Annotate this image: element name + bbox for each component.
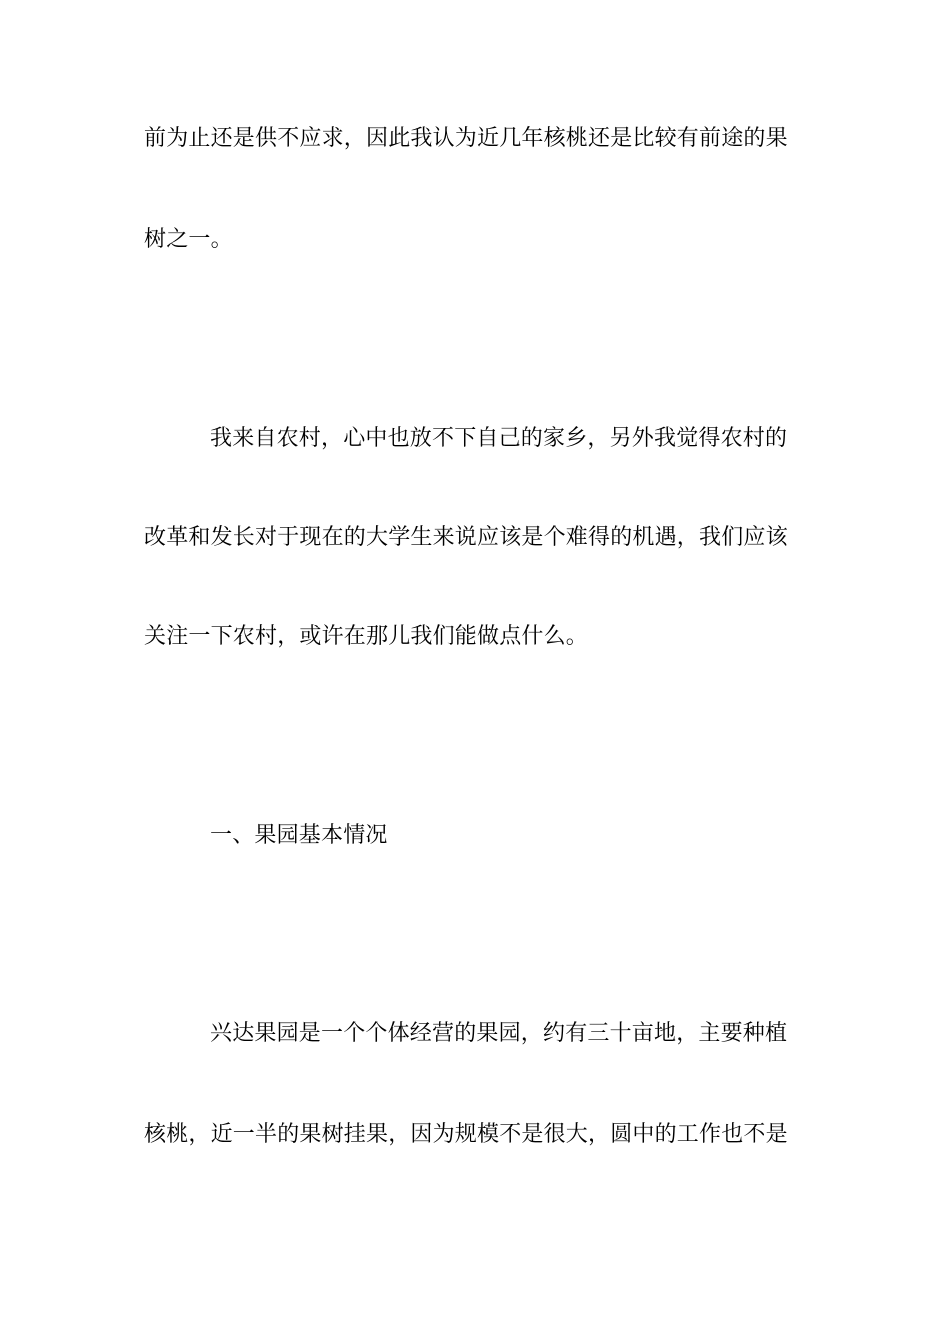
paragraph-line: 核桃，近一半的果树挂果，因为规模不是很大，圆中的工作也不是 xyxy=(144,1122,788,1147)
section-heading: 一、果园基本情况 xyxy=(210,823,388,848)
paragraph-line: 改革和发长对于现在的大学生来说应该是个难得的机遇，我们应该 xyxy=(144,525,788,550)
paragraph-line: 树之一。 xyxy=(144,227,233,252)
paragraph-line: 前为止还是供不应求，因此我认为近几年核桃还是比较有前途的果 xyxy=(144,126,788,151)
paragraph-line: 兴达果园是一个个体经营的果园，约有三十亩地，主要种植 xyxy=(210,1021,788,1046)
paragraph-line: 关注一下农村，或许在那儿我们能做点什么。 xyxy=(144,624,589,649)
paragraph-line: 我来自农村，心中也放不下自己的家乡，另外我觉得农村的 xyxy=(210,426,788,451)
